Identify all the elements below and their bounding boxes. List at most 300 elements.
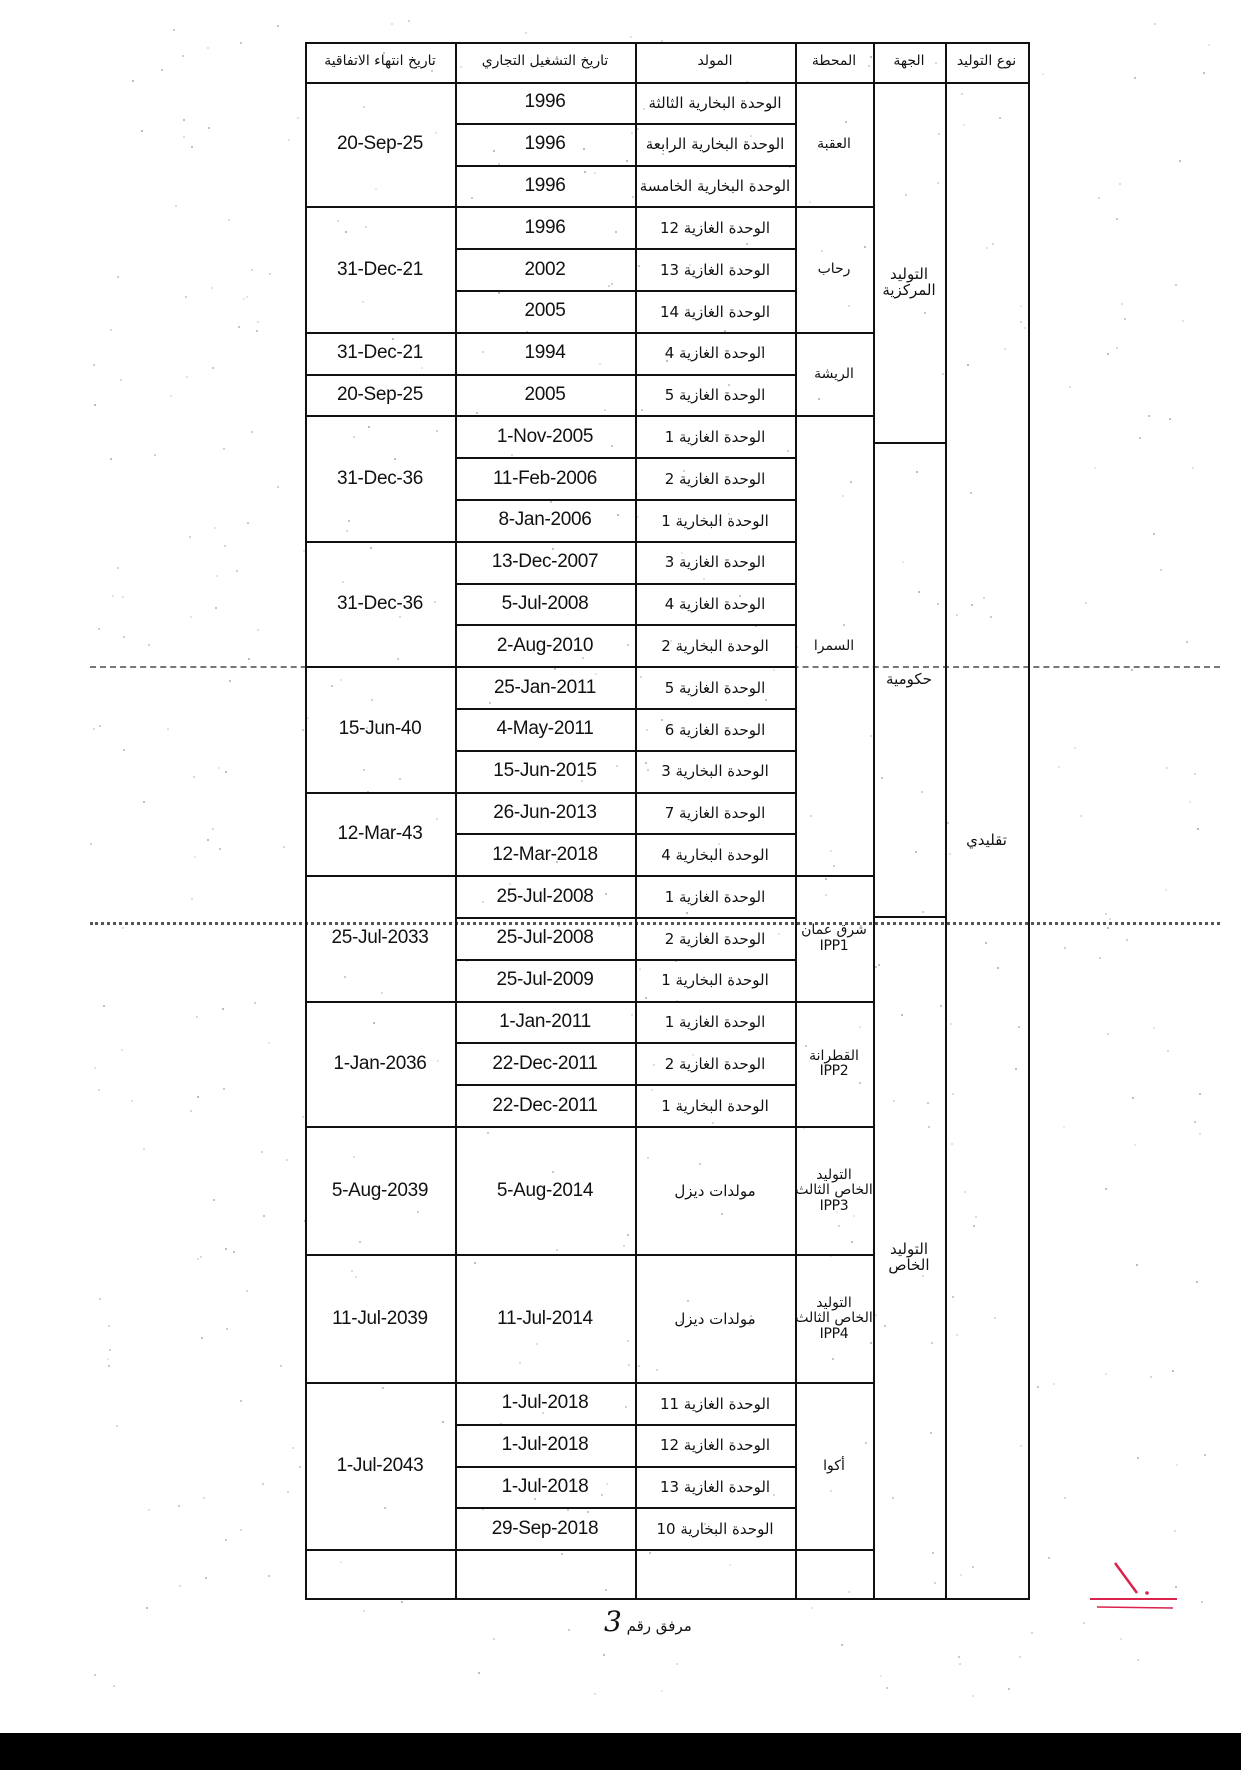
scan-speck bbox=[213, 1199, 215, 1201]
scan-speck bbox=[1153, 1027, 1155, 1029]
scan-speck bbox=[186, 376, 188, 378]
scan-speck bbox=[1080, 815, 1082, 817]
scan-speck bbox=[183, 136, 185, 138]
cod-cell: 22-Dec-2011 bbox=[492, 1052, 598, 1074]
scan-speck bbox=[1176, 1464, 1178, 1466]
agreement-end-cell: 12-Mar-43 bbox=[337, 822, 423, 844]
scan-speck bbox=[141, 130, 143, 132]
scan-speck bbox=[1121, 303, 1123, 305]
scan-speck bbox=[257, 629, 259, 631]
agreement-end-cell: 15-Jun-40 bbox=[338, 718, 422, 740]
generator-cell: الوحدة البخارية 1 bbox=[661, 1096, 769, 1115]
scan-speck bbox=[110, 458, 112, 460]
cod-cell: 4-May-2011 bbox=[496, 718, 594, 740]
scan-speck bbox=[112, 595, 114, 597]
scan-speck bbox=[594, 1693, 596, 1695]
scan-speck bbox=[208, 127, 210, 129]
scan-speck bbox=[1107, 1033, 1109, 1035]
scan-speck bbox=[224, 545, 226, 547]
scan-speck bbox=[1201, 1601, 1203, 1603]
scan-speck bbox=[178, 1505, 180, 1507]
scan-speck bbox=[243, 298, 245, 300]
scan-speck bbox=[268, 1575, 270, 1577]
scan-speck bbox=[1196, 1281, 1198, 1283]
scan-speck bbox=[197, 1096, 199, 1098]
scan-speck bbox=[205, 1577, 207, 1579]
scan-speck bbox=[1197, 828, 1199, 830]
scan-speck bbox=[215, 607, 217, 609]
scan-speck bbox=[143, 1148, 145, 1150]
header-generator: المولد bbox=[697, 53, 733, 70]
scan-speck bbox=[94, 404, 96, 406]
scan-speck bbox=[262, 1483, 264, 1485]
scan-speck bbox=[1172, 1370, 1174, 1372]
scan-speck bbox=[1058, 766, 1060, 768]
scan-speck bbox=[1116, 347, 1118, 349]
scan-speck bbox=[93, 728, 95, 730]
cod-cell: 1-Jan-2011 bbox=[499, 1011, 591, 1033]
generator-cell: الوحدة الغازية 13 bbox=[659, 260, 771, 279]
cod-cell: 25-Jul-2008 bbox=[496, 885, 594, 907]
header-station: المحطة bbox=[811, 53, 857, 70]
scan-speck bbox=[886, 1687, 888, 1689]
scan-speck bbox=[251, 269, 253, 271]
cod-cell: 1-Jul-2018 bbox=[501, 1434, 589, 1456]
cod-cell: 1996 bbox=[524, 216, 566, 238]
row-rule bbox=[305, 1549, 455, 1551]
cod-cell: 1-Jul-2018 bbox=[501, 1392, 589, 1414]
scan-speck bbox=[288, 139, 290, 141]
scan-speck bbox=[568, 1629, 570, 1631]
scan-speck bbox=[286, 1159, 288, 1161]
scan-speck bbox=[190, 1110, 192, 1112]
scan-speck bbox=[222, 1008, 224, 1010]
scan-speck bbox=[1150, 1376, 1152, 1378]
cod-cell: 1996 bbox=[524, 91, 566, 113]
generator-cell: الوحدة البخارية 3 bbox=[661, 762, 769, 781]
scan-speck bbox=[880, 1675, 882, 1677]
scan-speck bbox=[191, 146, 193, 148]
scan-speck bbox=[1098, 197, 1100, 199]
agreement-end-cell: 31-Dec-21 bbox=[336, 258, 423, 280]
cod-cell: 11-Feb-2006 bbox=[492, 467, 598, 489]
scan-speck bbox=[185, 296, 187, 298]
generator-cell: الوحدة الغازية 13 bbox=[659, 1478, 771, 1497]
scan-speck bbox=[107, 1358, 109, 1360]
scan-speck bbox=[1199, 1093, 1201, 1095]
scan-speck bbox=[93, 364, 95, 366]
scan-speck bbox=[229, 680, 231, 682]
cod-cell: 29-Sep-2018 bbox=[491, 1517, 599, 1539]
scan-speck bbox=[226, 1328, 228, 1330]
scan-speck bbox=[1175, 284, 1177, 286]
scan-speck bbox=[297, 117, 299, 119]
scan-speck bbox=[1174, 1530, 1176, 1532]
scan-speck bbox=[167, 728, 169, 730]
scan-speck bbox=[1074, 747, 1076, 749]
scan-speck bbox=[1031, 1632, 1033, 1634]
scan-speck bbox=[132, 80, 134, 82]
scan-speck bbox=[225, 771, 227, 773]
header-agreement-end-date: تاريخ انتهاء الاتفاقية bbox=[324, 53, 436, 70]
agreement-end-cell: 5-Aug-2039 bbox=[331, 1179, 429, 1201]
sector-central-generation: التوليد المركزية bbox=[882, 264, 936, 299]
station-ipp4: التوليد الخاص الثالث IPP4 bbox=[795, 1294, 873, 1342]
scan-speck bbox=[207, 47, 209, 49]
scan-speck bbox=[194, 856, 196, 858]
scan-speck bbox=[257, 321, 259, 323]
generator-cell: الوحدة الغازية 3 bbox=[664, 553, 766, 572]
generator-cell: الوحدة الغازية 4 bbox=[664, 344, 766, 363]
generator-cell: مولدات ديزل bbox=[674, 1181, 756, 1200]
cod-cell: 5-Aug-2014 bbox=[496, 1179, 594, 1201]
scan-speck bbox=[1192, 467, 1194, 469]
scan-speck bbox=[148, 1509, 150, 1511]
scan-speck bbox=[525, 32, 527, 34]
scan-speck bbox=[121, 1049, 123, 1051]
scan-speck bbox=[1094, 467, 1096, 469]
cod-cell: 2002 bbox=[524, 258, 566, 280]
generator-cell: الوحدة البخارية 2 bbox=[661, 637, 769, 656]
generator-cell: الوحدة الغازية 11 bbox=[659, 1394, 771, 1413]
scan-speck bbox=[1124, 318, 1126, 320]
scan-speck bbox=[193, 776, 195, 778]
scan-speck bbox=[196, 1016, 198, 1018]
agreement-end-cell: 1-Jan-2036 bbox=[333, 1052, 427, 1074]
generator-cell: الوحدة الغازية 6 bbox=[664, 720, 766, 739]
scan-speck bbox=[280, 1365, 282, 1367]
scan-speck bbox=[1134, 77, 1136, 79]
scan-speck bbox=[90, 843, 92, 845]
generator-cell: الوحدة الغازية 5 bbox=[664, 386, 766, 405]
scan-speck bbox=[1107, 353, 1109, 355]
scan-speck bbox=[676, 1663, 678, 1665]
scan-speck bbox=[1199, 1133, 1201, 1135]
generator-cell: الوحدة الغازية 2 bbox=[664, 929, 766, 948]
scan-speck bbox=[263, 1215, 265, 1217]
scan-speck bbox=[661, 1690, 663, 1692]
scan-speck bbox=[1134, 1144, 1136, 1146]
scan-bottom-band bbox=[0, 1733, 1241, 1770]
generator-cell: الوحدة البخارية الخامسة bbox=[639, 177, 791, 196]
scan-speck bbox=[161, 69, 163, 71]
generator-cell: الوحدة الغازية 1 bbox=[664, 428, 766, 447]
agreement-end-cell: 20-Sep-25 bbox=[336, 384, 424, 406]
station-ipp3: التوليد الخاص الثالث IPP3 bbox=[795, 1166, 873, 1214]
cod-cell: 11-Jul-2014 bbox=[497, 1307, 593, 1329]
scan-speck bbox=[207, 839, 209, 841]
scan-speck bbox=[98, 628, 100, 630]
scan-speck bbox=[1105, 913, 1107, 915]
generator-cell: الوحدة الغازية 14 bbox=[659, 302, 771, 321]
scan-speck bbox=[248, 658, 250, 660]
generator-cell: الوحدة الغازية 7 bbox=[664, 804, 766, 823]
scan-speck bbox=[1139, 437, 1141, 439]
scan-speck bbox=[1136, 1264, 1138, 1266]
scan-speck bbox=[246, 1290, 248, 1292]
scan-speck bbox=[1153, 533, 1155, 535]
scan-speck bbox=[1137, 1659, 1139, 1661]
station-aqaba: العقبة bbox=[817, 136, 851, 152]
scan-speck bbox=[269, 273, 271, 275]
scan-speck bbox=[203, 1497, 205, 1499]
scan-speck bbox=[1069, 386, 1071, 388]
scan-speck bbox=[225, 1248, 227, 1250]
scan-speck bbox=[254, 1002, 256, 1004]
scan-speck bbox=[191, 898, 193, 900]
scan-speck bbox=[261, 1151, 263, 1153]
station-samra: السمرا bbox=[813, 637, 855, 654]
station-risha: الريشة bbox=[814, 365, 854, 382]
generator-cell: الوحدة الغازية 5 bbox=[664, 678, 766, 697]
header-generation-type: نوع التوليد bbox=[956, 53, 1017, 70]
station-acwa: أكوا bbox=[823, 1457, 845, 1474]
agreement-end-cell: 31-Dec-21 bbox=[336, 342, 423, 364]
attachment-number: 3 bbox=[604, 1605, 622, 1638]
scan-speck bbox=[1019, 1656, 1021, 1658]
scan-speck bbox=[223, 448, 225, 450]
scan-speck bbox=[214, 527, 216, 529]
generator-cell: الوحدة الغازية 1 bbox=[664, 1013, 766, 1032]
scan-speck bbox=[189, 536, 191, 538]
agreement-end-cell: 11-Jul-2039 bbox=[332, 1307, 428, 1329]
scan-speck bbox=[1160, 569, 1162, 571]
scan-speck bbox=[240, 1400, 242, 1402]
cod-cell: 15-Jun-2015 bbox=[493, 760, 597, 782]
cod-cell: 1-Jul-2018 bbox=[501, 1476, 589, 1498]
scan-speck bbox=[143, 801, 145, 803]
generator-cell: الوحدة البخارية 1 bbox=[661, 971, 769, 990]
cod-cell: 1996 bbox=[524, 175, 566, 197]
scan-speck bbox=[363, 1610, 365, 1612]
scan-speck bbox=[228, 219, 230, 221]
agreement-end-cell: 31-Dec-36 bbox=[336, 593, 423, 615]
scan-speck bbox=[493, 1638, 495, 1640]
sector-private-generation: التوليد الخاص bbox=[888, 1239, 930, 1274]
generator-cell: الوحدة الغازية 12 bbox=[659, 219, 771, 238]
scan-speck bbox=[1166, 767, 1168, 769]
scan-speck bbox=[251, 431, 253, 433]
scan-speck bbox=[283, 846, 285, 848]
scan-speck bbox=[630, 36, 632, 38]
scan-speck bbox=[218, 767, 220, 769]
cod-cell: 25-Jan-2011 bbox=[494, 676, 596, 698]
scan-speck bbox=[1085, 602, 1087, 604]
scan-speck bbox=[173, 29, 175, 31]
scan-speck bbox=[1137, 1457, 1139, 1459]
cod-cell: 12-Mar-2018 bbox=[492, 843, 598, 865]
scan-speck bbox=[1169, 418, 1171, 420]
station-ipp2: القطرانة IPP2 bbox=[809, 1047, 859, 1080]
scan-speck bbox=[1116, 218, 1118, 220]
scan-speck bbox=[123, 636, 125, 638]
scan-speck bbox=[268, 1042, 270, 1044]
generator-cell: الوحدة الغازية 2 bbox=[664, 469, 766, 488]
scan-speck bbox=[1109, 918, 1111, 920]
scan-speck bbox=[299, 1466, 301, 1468]
scan-speck bbox=[108, 1365, 110, 1367]
scan-speck bbox=[1105, 1373, 1107, 1375]
cod-cell: 2005 bbox=[524, 300, 566, 322]
cod-cell: 26-Jun-2013 bbox=[493, 802, 597, 824]
generator-cell: الوحدة البخارية الثالثة bbox=[648, 93, 782, 112]
generation-agreements-table bbox=[305, 42, 1030, 1600]
station-ipp1: شرق عمان IPP1 bbox=[801, 922, 867, 954]
cod-cell: 2-Aug-2010 bbox=[496, 634, 594, 656]
scan-speck bbox=[841, 1644, 843, 1646]
scan-speck bbox=[1167, 1050, 1169, 1052]
scan-speck bbox=[110, 329, 112, 331]
scan-speck bbox=[238, 326, 240, 328]
scan-speck bbox=[603, 1654, 605, 1656]
generator-cell: الوحدة البخارية 1 bbox=[661, 511, 769, 530]
cod-cell: 22-Dec-2011 bbox=[492, 1094, 598, 1116]
scan-speck bbox=[211, 287, 213, 289]
scan-speck bbox=[233, 1251, 235, 1253]
scan-speck bbox=[108, 1325, 110, 1327]
cod-cell: 8-Jan-2006 bbox=[498, 509, 592, 531]
cod-cell: 13-Dec-2007 bbox=[491, 551, 599, 573]
scan-speck bbox=[240, 42, 242, 44]
agreement-end-cell: 20-Sep-25 bbox=[336, 133, 424, 155]
scan-speck bbox=[1042, 73, 1044, 75]
scan-speck bbox=[408, 20, 410, 22]
scan-speck bbox=[1189, 801, 1191, 803]
scan-speck bbox=[1194, 773, 1196, 775]
scan-speck bbox=[123, 749, 125, 751]
scan-speck bbox=[1119, 183, 1121, 185]
scan-speck bbox=[247, 522, 249, 524]
scan-speck bbox=[972, 1695, 974, 1697]
scan-speck bbox=[146, 1607, 148, 1609]
scan-speck bbox=[292, 1447, 294, 1449]
scan-speck bbox=[183, 119, 185, 121]
scan-speck bbox=[154, 454, 156, 456]
scan-speck bbox=[391, 23, 393, 25]
generation-type-traditional: تقليدي bbox=[966, 830, 1007, 849]
scan-speck bbox=[117, 567, 119, 569]
scan-speck bbox=[219, 848, 221, 850]
sector-government: حكومية bbox=[886, 669, 932, 688]
scan-speck bbox=[170, 395, 172, 397]
scan-speck bbox=[1154, 23, 1156, 25]
header-sector: الجهة bbox=[893, 53, 925, 70]
scan-speck bbox=[1126, 939, 1128, 941]
scan-speck bbox=[1131, 669, 1133, 671]
cod-cell: 5-Jul-2008 bbox=[501, 593, 589, 615]
header-commercial-operation-date: تاريخ التشغيل التجاري bbox=[481, 53, 609, 70]
scan-speck bbox=[1107, 927, 1109, 929]
cod-cell: 25-Jul-2008 bbox=[496, 927, 594, 949]
scan-speck bbox=[94, 1067, 96, 1069]
scan-speck bbox=[959, 1663, 961, 1665]
scan-speck bbox=[958, 1656, 960, 1658]
scan-speck bbox=[1063, 1126, 1065, 1128]
scan-speck bbox=[1064, 947, 1066, 949]
scan-speck bbox=[246, 296, 248, 298]
scan-speck bbox=[811, 1607, 813, 1609]
scan-speck bbox=[1105, 1188, 1107, 1190]
scan-speck bbox=[302, 729, 304, 731]
scan-speck bbox=[131, 1100, 133, 1102]
scan-speck bbox=[1037, 1386, 1039, 1388]
agreement-end-cell: 31-Dec-36 bbox=[336, 467, 423, 489]
scan-speck bbox=[1048, 1557, 1050, 1559]
scan-speck bbox=[1053, 1383, 1055, 1385]
scan-speck bbox=[223, 1088, 225, 1090]
scan-speck bbox=[1179, 160, 1181, 162]
scan-speck bbox=[1148, 415, 1150, 417]
scan-speck bbox=[99, 725, 101, 727]
cod-cell: 1-Nov-2005 bbox=[496, 425, 594, 447]
scan-speck bbox=[216, 575, 218, 577]
scan-speck bbox=[200, 1256, 202, 1258]
scan-speck bbox=[1008, 1688, 1010, 1690]
scan-speck bbox=[1203, 72, 1205, 74]
scan-speck bbox=[122, 596, 124, 598]
cod-cell: 1994 bbox=[524, 342, 566, 364]
generator-cell: الوحدة الغازية 2 bbox=[664, 1055, 766, 1074]
generator-cell: الوحدة البخارية 10 bbox=[656, 1520, 774, 1539]
scan-speck bbox=[1099, 957, 1101, 959]
scan-speck bbox=[1064, 1497, 1066, 1499]
agreement-end-cell: 1-Jul-2043 bbox=[336, 1455, 424, 1477]
row-rule bbox=[795, 1549, 873, 1551]
scan-speck bbox=[1120, 1638, 1122, 1640]
scan-speck bbox=[287, 1491, 289, 1493]
generator-cell: الوحدة البخارية 4 bbox=[661, 846, 769, 865]
attachment-label: مرفق رقم bbox=[626, 1617, 692, 1635]
scan-speck bbox=[99, 1298, 101, 1300]
scan-speck bbox=[401, 1601, 403, 1603]
scan-speck bbox=[225, 1539, 227, 1541]
scan-speck bbox=[1194, 1121, 1196, 1123]
generator-cell: الوحدة الغازية 12 bbox=[659, 1436, 771, 1455]
scan-speck bbox=[182, 55, 184, 57]
scan-speck bbox=[478, 1672, 480, 1674]
scan-speck bbox=[1186, 641, 1188, 643]
scan-speck bbox=[148, 644, 150, 646]
handwritten-margin-mark bbox=[1085, 1555, 1180, 1625]
scan-speck bbox=[103, 1005, 105, 1007]
scan-speck bbox=[1132, 1097, 1134, 1099]
scan-speck bbox=[98, 1089, 100, 1091]
scan-speck bbox=[109, 1349, 111, 1351]
generator-cell: الوحدة البخارية الرابعة bbox=[645, 135, 785, 154]
scan-speck bbox=[117, 276, 119, 278]
scan-speck bbox=[240, 1529, 242, 1531]
scan-speck bbox=[201, 1337, 203, 1339]
scan-speck bbox=[197, 1258, 199, 1260]
scan-speck bbox=[1182, 320, 1184, 322]
scan-speck bbox=[116, 1425, 118, 1427]
cod-cell: 25-Jul-2009 bbox=[496, 969, 594, 991]
scan-speck bbox=[212, 367, 214, 369]
row-rule bbox=[455, 1549, 795, 1551]
scan-speck bbox=[236, 570, 238, 572]
attachment-footer bbox=[600, 1605, 692, 1638]
generator-cell: الوحدة الغازية 4 bbox=[664, 595, 766, 614]
scan-speck bbox=[1204, 1454, 1206, 1456]
scan-speck bbox=[212, 828, 214, 830]
scan-speck bbox=[302, 1116, 304, 1118]
cod-cell: 2005 bbox=[524, 384, 566, 406]
scan-speck bbox=[113, 1685, 115, 1687]
cod-cell: 1996 bbox=[524, 133, 566, 155]
scan-speck bbox=[256, 330, 258, 332]
scan-speck bbox=[179, 1585, 181, 1587]
scan-speck bbox=[1165, 889, 1167, 891]
